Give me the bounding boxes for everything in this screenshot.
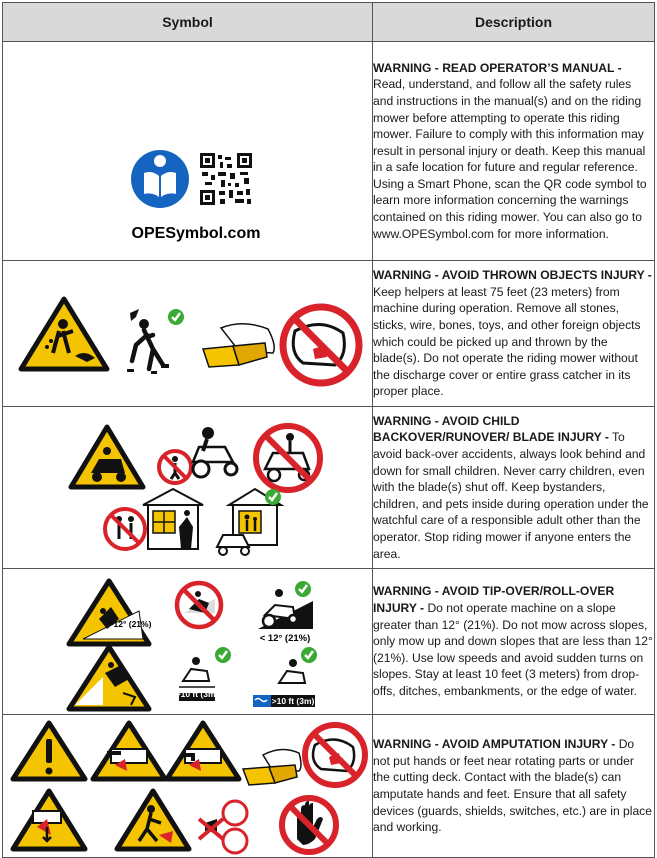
hand-cut-warning-icon xyxy=(93,723,165,779)
warning-body: Do not operate machine on a slope greater than 12° (21%). Do not mow across slopes, only mow up and down slopes that are less than 12° (21%). Use low speeds and avoid sudden turns on slopes. Stay at least 10 feet (3 meters) from drop-offs, ditches, embankments, or the edge of water. xyxy=(373,601,653,698)
warning-heading: WARNING - AVOID CHILD BACKOVER/RUNOVER/ BLADE INJURY - xyxy=(373,413,609,445)
pick-up-debris-icon xyxy=(127,309,184,374)
person-blade-warning-icon xyxy=(117,791,189,849)
warning-body: Keep helpers at least 75 feet (23 meters) from machine during operation. Remove all stones, sticks, wire, bones, toys, and other foreign objects which could be picked up and thrown by the blade(s). Do not operate the riding mower without the discharge cover or entire grass catcher in its proper place. xyxy=(373,284,641,399)
description-column-header: Description xyxy=(373,3,655,42)
table-row xyxy=(3,407,655,569)
description-cell xyxy=(373,42,655,261)
symbol-graphics xyxy=(3,42,373,260)
symbol-cell xyxy=(3,715,373,858)
description-cell xyxy=(373,407,655,569)
no-across-slope-icon xyxy=(177,583,221,627)
rollover-warning-icon xyxy=(69,581,152,644)
adult-supervision-icon xyxy=(217,489,281,555)
description-cell xyxy=(373,569,655,715)
thrown-objects-warning-icon xyxy=(21,299,107,369)
symbol-cell xyxy=(3,569,373,715)
no-open-discharge-icon xyxy=(283,307,359,383)
keep-children-inside-icon xyxy=(105,489,203,549)
warning-body: Do not put hands or feet near rotating parts or under the cutting deck. Contact with the blade(s) can amputate hands and feet. Ensure that all safety devices (guards, shields, switches, etc.) are in place and working. xyxy=(373,737,652,835)
read-manual-icon xyxy=(131,150,189,208)
no-open-deck-icon xyxy=(305,725,365,785)
no-child-behind-icon xyxy=(159,451,191,483)
warning-body: Read, understand, and follow all the safety rules and instructions in the manual(s) and on the riding mower before attempting to operate this riding mower. Failure to comply with this information may result in personal injury or death. Keep this manual in a safe location for future and regular reference. Using a Smart Phone, scan the QR code symbol to learn more information concerning the warnings contained on this riding mower. You can also go to www.OPESymbol.com for more information. xyxy=(373,77,647,241)
foot-cut-warning-icon xyxy=(167,723,239,779)
water-distance-icon xyxy=(253,647,317,707)
dropoff-warning-icon xyxy=(69,647,149,709)
water-distance-label: >10 ft (3m) xyxy=(271,696,315,706)
description-cell xyxy=(373,715,655,858)
table-row xyxy=(3,715,655,858)
warning-heading: WARNING - AVOID THROWN OBJECTS INJURY - xyxy=(373,268,652,283)
table-row xyxy=(3,569,655,715)
symbol-cell xyxy=(3,407,373,569)
discharge-cover-icon xyxy=(203,324,274,367)
no-blade-contact-icon xyxy=(199,801,247,853)
hand-blade-warning-icon xyxy=(13,791,85,849)
ok-slope-icon xyxy=(258,581,313,644)
ok-slope-label: < 12° (21%) xyxy=(259,633,311,644)
table-row xyxy=(3,261,655,407)
no-hands-icon xyxy=(282,798,336,852)
symbol-graphics xyxy=(3,407,373,568)
description-cell xyxy=(373,261,655,407)
qr-code-icon xyxy=(200,153,252,205)
dropoff-distance-icon xyxy=(176,647,231,701)
symbol-graphics xyxy=(3,715,373,857)
look-behind-icon xyxy=(193,427,237,477)
warning-heading: WARNING - AVOID AMPUTATION INJURY - xyxy=(373,737,616,752)
dropoff-distance-label: >10 ft (3m) xyxy=(175,689,219,699)
no-child-passenger-icon xyxy=(256,426,320,490)
symbol-graphics xyxy=(3,569,373,714)
symbol-graphics xyxy=(3,261,373,406)
warning-heading: WARNING - READ OPERATOR’S MANUAL - xyxy=(373,60,622,75)
warning-body: To avoid back-over accidents, always look behind and down for small children. Never carry children, even with the blade(s) shut off. Keep bystanders, children, and pets inside during operation under the watchful care of a responsible adult other than the operator. Stop riding mower if anyone enters the area. xyxy=(373,430,649,561)
symbol-cell xyxy=(3,42,373,261)
child-runover-warning-icon xyxy=(71,427,143,487)
symbol-cell xyxy=(3,261,373,407)
opesymbol-brand: OPESymbol.com xyxy=(131,225,261,242)
table-row xyxy=(3,42,655,261)
symbol-column-header: Symbol xyxy=(3,3,373,42)
slope-limit-label: >12° (21%) xyxy=(108,619,152,629)
symbols-table xyxy=(2,2,655,858)
table-header-row xyxy=(3,3,655,42)
deck-guard-icon xyxy=(243,749,301,785)
general-warning-icon xyxy=(13,723,85,779)
warning-heading: WARNING - AVOID TIP-OVER/ROLL-OVER INJURY - xyxy=(373,584,615,616)
